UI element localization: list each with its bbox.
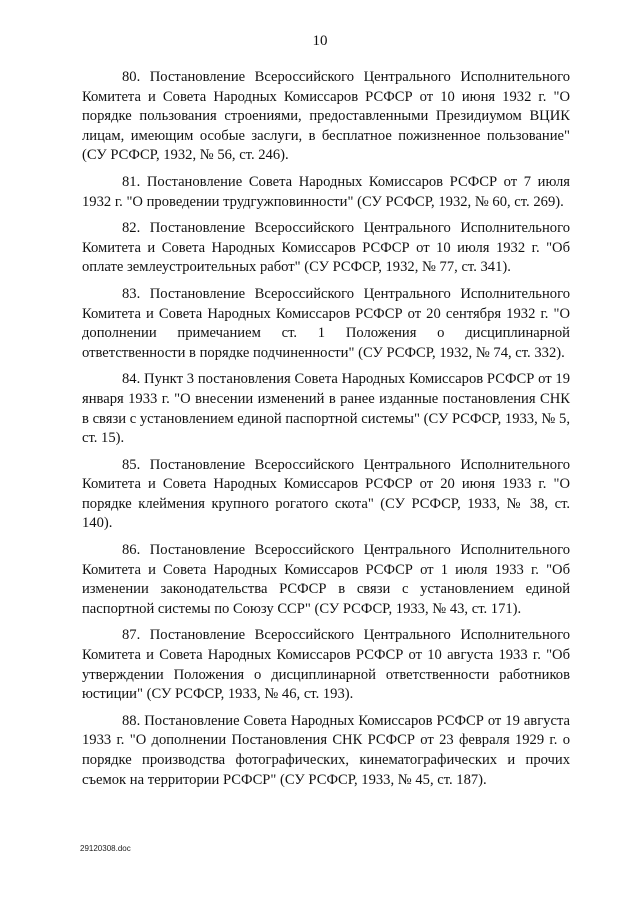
page-number: 10 (312, 33, 328, 49)
list-item-84: 84. Пункт 3 постановления Совета Народных Комиссаров РСФСР от 19 января 1933 г. "О внесении изменений в ранее изданные постановления СНК в связи с установлением единой паспортной системы" (СУ РСФСР, 1933, № 5, ст. 15). (82, 371, 570, 447)
list-item-83: 83. Постановление Всероссийского Центрального Исполнительного Комитета и Совета Народных Комиссаров РСФСР от 20 сентября 1932 г. "О дополнении примечанием ст. 1 Положения о дисциплинарной ответственности в порядке подчиненности" (СУ РСФСР, 1932, № 74, ст. 332). (82, 285, 570, 361)
list-item-88: 88. Постановление Совета Народных Комиссаров РСФСР от 19 августа 1933 г. "О дополнении Постановления СНК РСФСР от 23 февраля 1929 г. о порядке производства фотографических, кинематографических и прочих съемок на территории РСФСР" (СУ РСФСР, 1933, № 45, ст. 187). (82, 712, 570, 788)
footer-filename: 29120308.doc (80, 844, 131, 853)
list-item-82: 82. Постановление Всероссийского Центрального Исполнительного Комитета и Совета Народных Комиссаров РСФСР от 10 июля 1932 г. "Об оплате землеустроительных работ" (СУ РСФСР, 1932, № 77, ст. 341). (82, 220, 570, 276)
list-item-85: 85. Постановление Всероссийского Центрального Исполнительного Комитета и Совета Народных Комиссаров РСФСР от 20 июня 1933 г. "О порядке клеймения крупного рогатого скота" (СУ РСФСР, 1933, № 38, ст. 140). (82, 456, 570, 532)
list-item-87: 87. Постановление Всероссийского Центрального Исполнительного Комитета и Совета Народных Комиссаров РСФСР от 10 августа 1933 г. "Об утверждении Положения о дисциплинарной ответственности работников юстиции" (СУ РСФСР, 1933, № 46, ст. 193). (82, 627, 570, 703)
list-item-81: 81. Постановление Совета Народных Комиссаров РСФСР от 7 июля 1932 г. "О проведении трудгужповинности" (СУ РСФСР, 1932, № 60, ст. 269). (82, 173, 570, 210)
list-item-86: 86. Постановление Всероссийского Центрального Исполнительного Комитета и Совета Народных Комиссаров РСФСР от 1 июля 1933 г. "Об изменении законодательства РСФСР в связи с установлением единой паспортной системы по Союзу ССР" (СУ РСФСР, 1933, № 43, ст. 171). (82, 542, 570, 617)
document-body (82, 68, 570, 797)
list-item-80: 80. Постановление Всероссийского Центрального Исполнительного Комитета и Совета Народных Комиссаров РСФСР от 10 июня 1932 г. "О порядке пользования строениями, предоставленными Президиумом ВЦИК лицам, имеющим особые заслуги, в бесплатное пожизненное пользование" (СУ РСФСР, 1932, № 56, ст. 246). (82, 69, 570, 164)
